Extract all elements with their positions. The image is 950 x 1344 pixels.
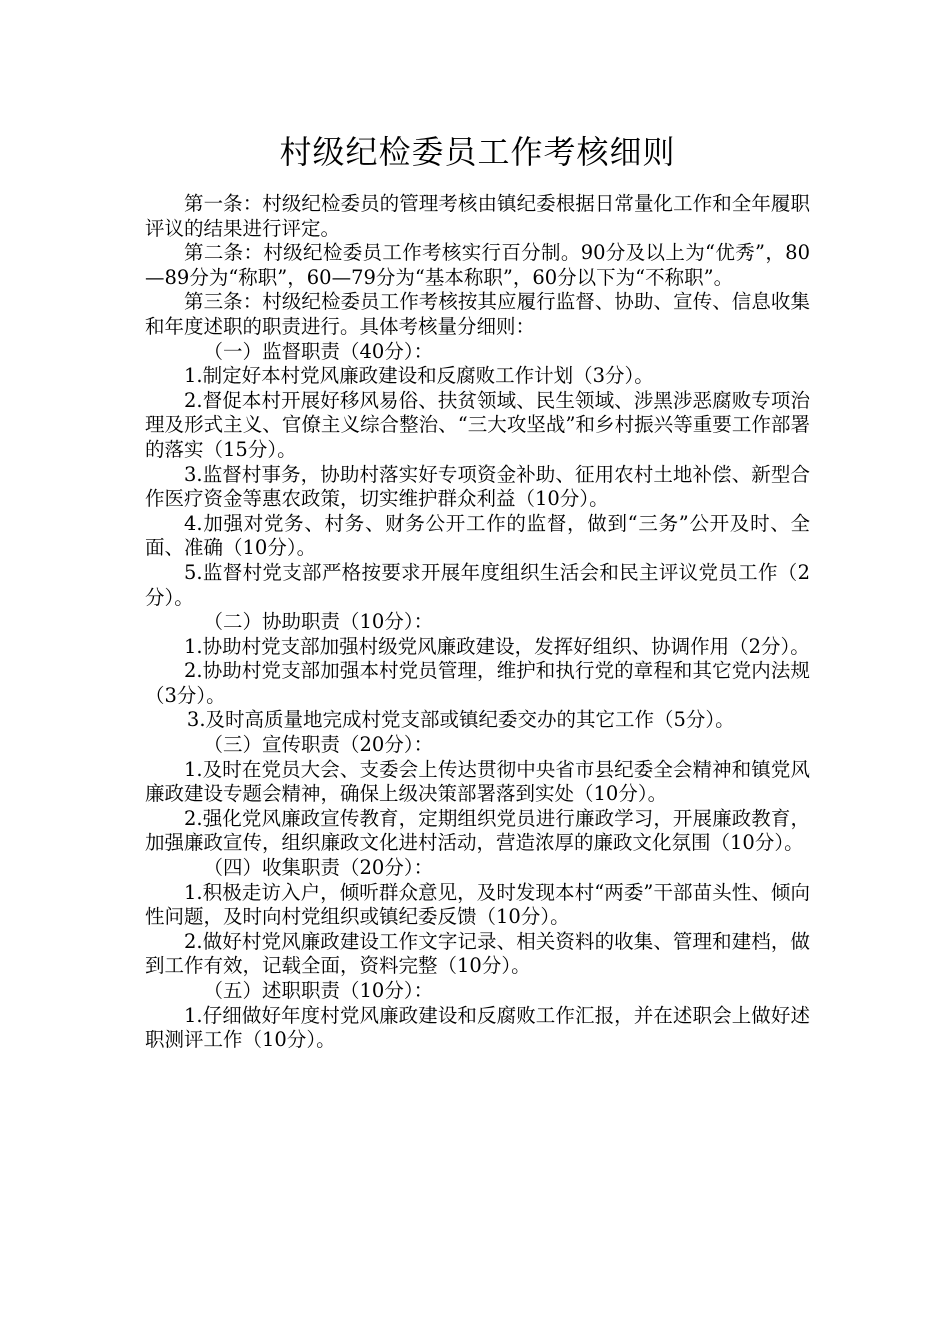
document-page — [145, 122, 810, 1053]
list-item: 1.制定好本村党风廉政建设和反腐败工作计划（3分）。 — [184, 364, 654, 388]
list-item: 1.积极走访入户，倾听群众意见，及时发现本村“两委”干部苗头性、倾向性问题，及时向村党组织或镇纪委反馈（10分）。 — [145, 880, 810, 929]
list-item: 2.协助村党支部加强本村党员管理，维护和执行党的章程和其它党内法规（3分）。 — [145, 659, 810, 707]
list-item: 1.及时在党员大会、支委会上传达贯彻中央省市县纪委全会精神和镇党风廉政建设专题会精神，确保上级决策部署落到实处（10分）。 — [145, 757, 810, 806]
section-heading-reporting: （五）述职职责（10分）： — [203, 979, 434, 1002]
article-2: 第二条：村级纪检委员工作考核实行百分制。90分及以上为“优秀”，80—89分为“称职”，60—79分为“基本称职”，60分以下为“不称职”。 — [145, 241, 810, 289]
article-1: 第一条：村级纪检委员的管理考核由镇纪委根据日常量化工作和全年履职评议的结果进行评定。 — [145, 192, 810, 240]
list-item: 3.及时高质量地完成村党支部或镇纪委交办的其它工作（5分）。 — [186, 708, 735, 732]
section-heading-collection: （四）收集职责（20分）： — [203, 856, 434, 880]
document-title: 村级纪检委员工作考核细则 — [279, 133, 676, 171]
article-3: 第三条：村级纪检委员工作考核按其应履行监督、协助、宣传、信息收集和年度述职的职责进行。具体考核量分细则： — [145, 290, 810, 338]
list-item: 4.加强对党务、村务、财务公开工作的监督，做到“三务”公开及时、全面、准确（10分）。 — [145, 511, 810, 560]
list-item: 3.监督村事务，协助村落实好专项资金补助、征用农村土地补偿、新型合作医疗资金等惠农政策，切实维护群众利益（10分）。 — [145, 462, 810, 511]
list-item: 1.仔细做好年度村党风廉政建设和反腐败工作汇报，并在述职会上做好述职测评工作（10分）。 — [145, 1003, 810, 1052]
list-item: 2.强化党风廉政宣传教育，定期组织党员进行廉政学习，开展廉政教育，加强廉政宣传，组织廉政文化进村活动，营造浓厚的廉政文化氛围（10分）。 — [145, 806, 810, 855]
section-heading-assistance: （二）协助职责（10分）： — [203, 610, 434, 634]
list-item: 5.监督村党支部严格按要求开展年度组织生活会和民主评议党员工作（2分）。 — [145, 560, 810, 609]
list-item: 2.督促本村开展好移风易俗、扶贫领域、民生领域、涉黑涉恶腐败专项治理及形式主义、官僚主义综合整治、“三大攻坚战”和乡村振兴等重要工作部署的落实（15分）。 — [145, 388, 810, 461]
document-body — [145, 192, 810, 1053]
list-item: 2.做好村党风廉政建设工作文字记录、相关资料的收集、管理和建档，做到工作有效，记载全面，资料完整（10分）。 — [145, 929, 810, 978]
section-heading-supervision: （一）监督职责（40分）： — [203, 339, 434, 363]
list-item: 1.协助村党支部加强村级党风廉政建设，发挥好组织、协调作用（2分）。 — [184, 634, 810, 658]
section-heading-publicity: （三）宣传职责（20分）： — [203, 733, 434, 757]
